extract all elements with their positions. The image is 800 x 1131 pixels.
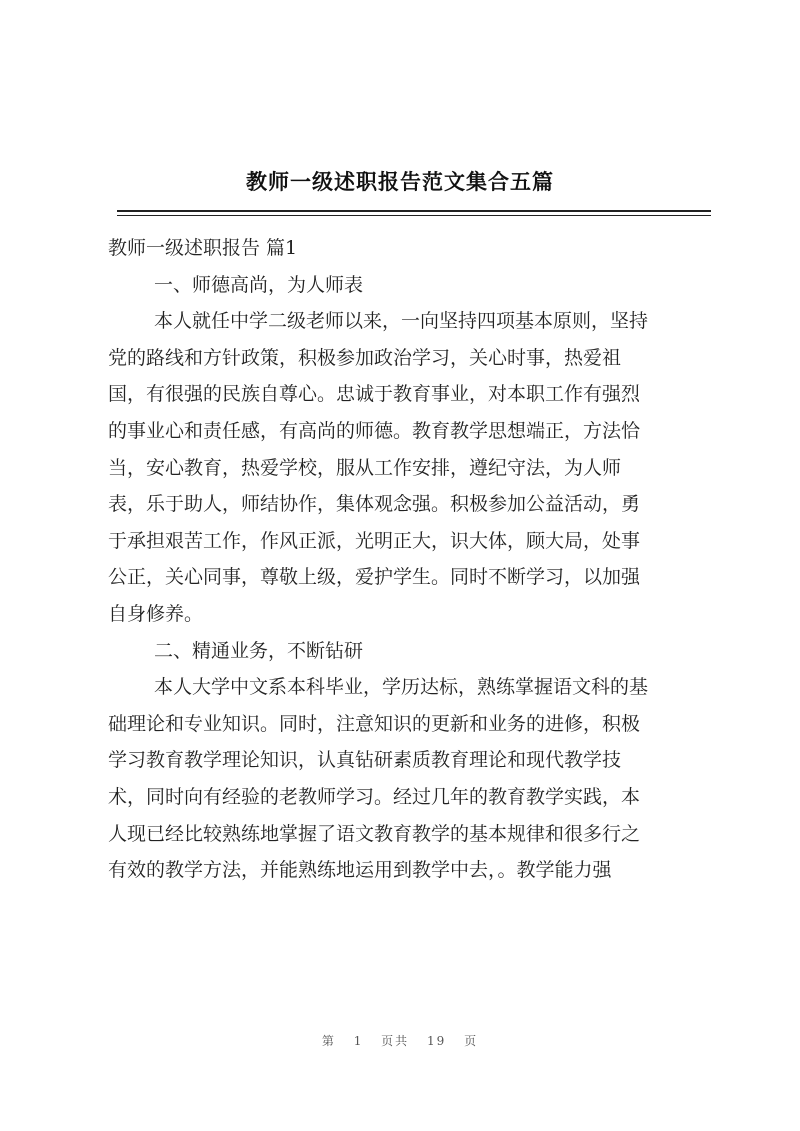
text-line: 术，同时向有经验的老教师学习。经过几年的教育教学实践，本 [108,785,641,808]
paragraph-lines [108,267,708,889]
text-line: 自身修养。 [108,602,204,625]
footer-current-page: 1 [353,1034,364,1048]
section-heading: 教师一级述职报告 篇1 [108,237,298,259]
text-line: 二、精通业务，不断钻研 [154,639,364,662]
document-title: 教师一级述职报告范文集合五篇 [246,170,554,194]
title-rule-thin [117,215,711,216]
footer-label-pages: 页 [464,1034,479,1048]
text-line: 的事业心和责任感，有高尚的师德。教育教学思想端正，方法恰 [108,419,641,442]
footer-label-of: 页共 [381,1034,410,1048]
text-line: 本人就任中学二级老师以来，一向坚持四项基本原则，坚持 [154,310,649,333]
text-line: 学习教育教学理论知识，认真钻研素质教育理论和现代教学技 [108,749,622,772]
text-line: 本人大学中文系本科毕业，学历达标，熟练掌握语文科的基 [154,676,649,699]
text-line: 于承担艰苦工作，作风正派，光明正大，识大体，顾大局，处事 [108,529,641,552]
footer-total-pages: 19 [427,1034,447,1048]
text-line: 一、师德高尚，为人师表 [154,273,364,296]
text-line: 公正，关心同事，尊敬上级，爱护学生。同时不断学习，以加强 [108,566,641,589]
text-line: 有效的教学方法，并能熟练地运用到教学中去，。教学能力强 [108,859,612,882]
document-body [108,230,708,889]
text-line: 础理论和专业知识。同时，注意知识的更新和业务的进修，积极 [108,712,641,735]
footer-label-page: 第 [321,1034,336,1048]
title-rule [117,210,711,212]
text-line: 表，乐于助人，师结协作，集体观念强。积极参加公益活动，勇 [108,493,641,516]
text-line: 人现已经比较熟练地掌握了语文教育教学的基本规律和很多行之 [108,822,641,845]
text-line: 当，安心教育，热爱学校，服从工作安排，遵纪守法，为人师 [108,456,622,479]
page-footer [0,1032,800,1049]
text-line: 党的路线和方针政策，积极参加政治学习，关心时事，热爱祖 [108,346,622,369]
text-line: 国，有很强的民族自尊心。忠诚于教育事业，对本职工作有强烈 [108,383,641,406]
